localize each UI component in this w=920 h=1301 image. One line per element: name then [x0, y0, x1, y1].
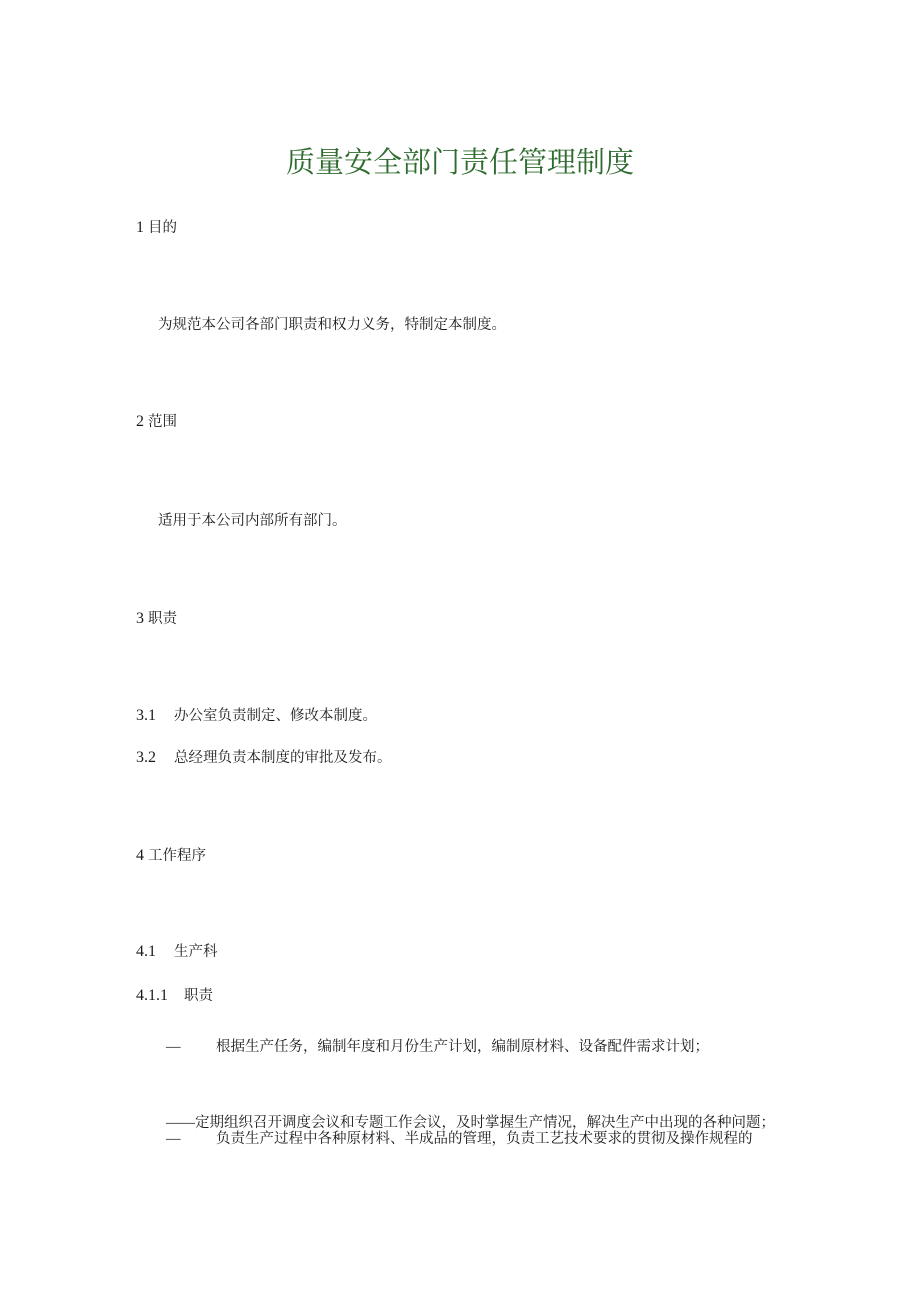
section-title: 职责: [148, 611, 177, 627]
clause-text: 职责: [184, 988, 213, 1004]
section-1-heading: [136, 218, 177, 238]
section-number: 4: [136, 847, 144, 864]
clause-3-2: [136, 748, 392, 768]
clause-number: 4.1.1: [136, 987, 168, 1004]
section-number: 1: [136, 219, 144, 236]
clause-text: 生产科: [174, 944, 218, 960]
section-title: 工作程序: [148, 848, 206, 864]
section-2-body: 适用于本公司内部所有部门。: [158, 513, 347, 529]
section-3-heading: [136, 609, 177, 629]
duty-item-1-text: 根据生产任务，编制年度和月份生产计划，编制原材料、设备配件需求计划；: [216, 1039, 709, 1055]
clause-number: 3.2: [136, 749, 156, 766]
section-number: 2: [136, 413, 144, 430]
clause-number: 4.1: [136, 943, 156, 960]
clause-text: 办公室负责制定、修改本制度。: [174, 708, 377, 724]
section-title: 范围: [148, 414, 177, 430]
duty-item-1: [166, 1037, 181, 1057]
section-4-heading: [136, 846, 206, 866]
section-2-heading: [136, 412, 177, 432]
dash-marker: —: [166, 1131, 181, 1147]
duty-item-2-text: 定期组织召开调度会议和专题工作会议，及时掌握生产情况，解决生产中出现的各种问题；: [195, 1115, 775, 1131]
clause-number: 3.1: [136, 707, 156, 724]
clause-3-1: [136, 706, 377, 726]
clause-text: 总经理负责本制度的审批及发布。: [174, 750, 392, 766]
clause-4-1-1: [136, 986, 213, 1006]
section-title: 目的: [148, 220, 177, 236]
section-number: 3: [136, 610, 144, 627]
document-title: 质量安全部门责任管理制度: [285, 145, 634, 179]
duty-item-3: [166, 1129, 181, 1149]
duty-item-3-text: 负责生产过程中各种原材料、半成品的管理，负责工艺技术要求的贯彻及操作规程的: [216, 1131, 753, 1147]
dash-marker: —: [166, 1039, 181, 1055]
dash-marker: ——: [166, 1115, 195, 1131]
clause-4-1: [136, 942, 218, 962]
section-1-body: 为规范本公司各部门职责和权力义务，特制定本制度。: [158, 317, 506, 333]
